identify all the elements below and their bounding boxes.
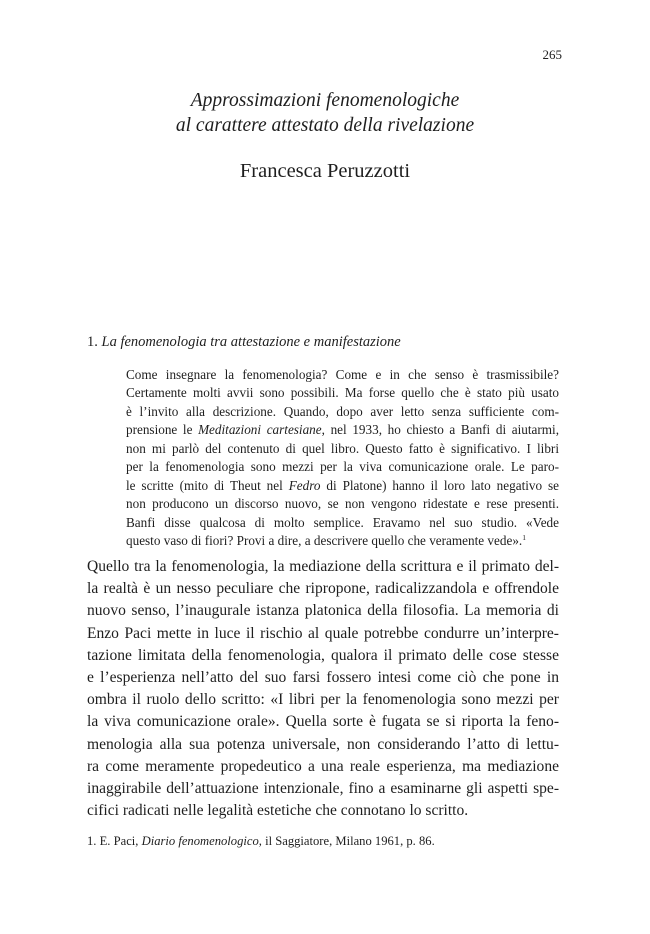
- footnote: [87, 833, 435, 850]
- footnote-publication: , il Saggiatore, Milano 1961, p. 86.: [258, 834, 435, 848]
- section-number: 1.: [87, 334, 98, 350]
- footnote-reference[interactable]: 1: [522, 533, 526, 543]
- quote-text: , nel 1933, ho chiesto a Banfi di aiutarmi,: [321, 422, 559, 438]
- section-title: La fenomenologia tra attestazione e manifestazione: [101, 334, 401, 350]
- body-line: Enzo Paci mette in luce il rischio al quale potrebbe condurre un’interpre-: [87, 624, 559, 642]
- book-title-fedro: Fedro: [288, 477, 321, 493]
- body-line: la realtà è un nesso peculiare che ripropone, radicalizzandola e offrendole: [87, 580, 559, 598]
- section-heading: [87, 332, 401, 352]
- book-title-meditazioni: Meditazioni cartesiane: [198, 422, 322, 438]
- body-line: tazione limitata della fenomenologia, qualora il primato delle cose stesse: [87, 646, 559, 664]
- body-line: ra come meramente propedeutico a una reale esperienza, ma mediazione: [87, 757, 559, 775]
- quote-line: non mi parlò del contenuto di quel libro. Questo fatto è significativo. I libri: [126, 440, 559, 456]
- body-paragraph: [87, 556, 559, 822]
- body-line: nuovo senso, l’inaugurale istanza platonica della filosofia. La memoria di: [87, 602, 559, 620]
- quote-line: Certamente molti avvii sono possibili. Ma forse quello che è stato più usato: [126, 385, 559, 401]
- quote-text: questo vaso di fiori? Provi a dire, a descrivere quello che veramente vede».: [126, 533, 523, 549]
- body-line: inaggirabile dell’attuazione intenzionale, fino a esaminarne gli aspetti spe-: [87, 780, 559, 798]
- quote-line: per la fenomenologia sono mezzi per la viva comunicazione orale. Le paro-: [126, 459, 559, 475]
- footnote-book-title: Diario fenomenologico: [141, 834, 259, 848]
- body-line: cifici radicati nelle legalità estetiche che connotano lo scritto.: [87, 802, 469, 820]
- quote-line: non producono un discorso nuovo, se non vengono ridestate e rese presenti.: [126, 496, 559, 512]
- body-line: Quello tra la fenomenologia, la mediazione della scrittura e il primato del-: [87, 558, 559, 575]
- quote-line: è l’invito alla descrizione. Quando, dopo aver letto senza sufficiente com-: [126, 403, 559, 419]
- body-line: ombra il ruolo dello scritto: «I libri per la fenomenologia sono mezzi per: [87, 691, 559, 709]
- page-number: 265: [542, 47, 562, 62]
- quote-line: [126, 532, 559, 550]
- quote-line: Come insegnare la fenomenologia? Come e in che senso è trasmissibile?: [126, 367, 559, 382]
- footnote-author: E. Paci,: [99, 834, 139, 848]
- quote-line: [126, 421, 559, 439]
- footnote-number: 1.: [87, 834, 97, 848]
- quote-text: prensione le: [126, 422, 199, 438]
- quote-line: [126, 477, 559, 495]
- body-line: e l’esperienza nell’atto del suo farsi fossero intesi come ciò che pone in: [87, 669, 559, 687]
- body-line: menologia alla sua potenza universale, non considerando l’atto di lettu-: [87, 735, 559, 753]
- author-name: Francesca Peruzzotti: [239, 160, 411, 182]
- article-title-line-2: al carattere attestato della rivelazione: [175, 115, 475, 136]
- quote-text: le scritte (mito di Theut nel: [126, 477, 289, 493]
- block-quote: [126, 366, 559, 551]
- quote-text: di Platone) hanno il loro lato negativo se: [320, 477, 559, 493]
- article-title-line-1: Approssimazioni fenomenologiche: [190, 90, 460, 111]
- body-line: la viva comunicazione orale». Quella sorte è fugata se si riporta la feno-: [87, 713, 559, 731]
- article-header: [0, 88, 650, 184]
- quote-line: Banfi disse qualcosa di molto semplice. Eravamo nel suo studio. «Vede: [126, 514, 559, 530]
